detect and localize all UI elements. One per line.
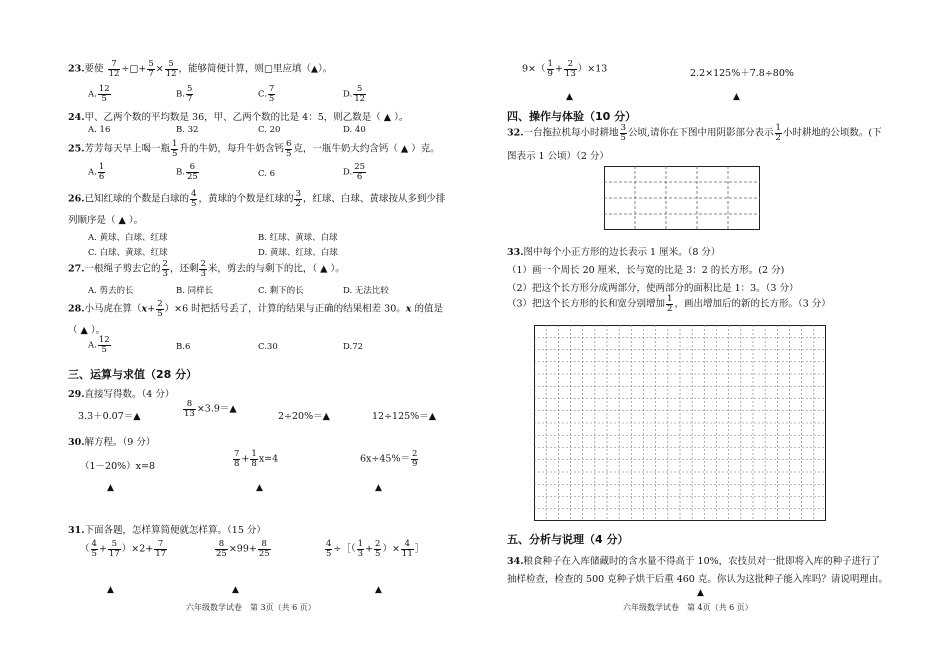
q31-expression-c: $\frac{4}{5}$ ÷［（ $\frac{1}{3}$ + $\frac{2}{5}$ ）× $\frac{4}{11}$ ］ <box>326 539 425 559</box>
q32-line2: 图表示 1 公顷）（2 分） <box>507 151 609 162</box>
fraction: $\frac{5}{12}$ <box>165 59 177 79</box>
fraction: $\frac{7}{12}$ <box>108 59 120 79</box>
q29-line: 29.直接写得数。（4 分） <box>68 389 175 400</box>
q24-line: 24.甲、乙两个数的平均数是 36，甲、乙两个数的比是 4：5，则乙数是（ ▲ ）。 <box>68 112 409 123</box>
q30-equation-c: 6x÷45%＝ $\frac{2}{9}$ <box>360 449 418 469</box>
q23-option-d: D. $\frac{5}{12}$ <box>343 84 366 104</box>
q24-option-b: B. 32 <box>176 125 199 135</box>
q31-expression-b: $\frac{8}{25}$ ×99+ $\frac{8}{25}$ <box>216 539 270 559</box>
q25-option-c: C. 6 <box>258 169 276 179</box>
q32-line: 32.一台拖拉机每小时耕地 $\frac{3}{5}$ 公顷,请你在下图中用阴影部分表示 $\frac{1}{2}$ 小时耕地的公顷数。(下 <box>507 123 882 143</box>
page-footer-left: 六年级数学试卷 第 3页（共 6 页） <box>186 603 316 612</box>
q26-option-a: A. 黄球、白球、红球 <box>88 233 168 243</box>
q33-step-3: （3）把这个长方形的长和宽分别增加 $\frac{1}{2}$ ，画出增加后的新的长方形。（3 分） <box>507 294 831 314</box>
q29-item-b: $\frac{8}{13}$ ×3.9＝▲ <box>184 399 237 419</box>
r-expression-b: 2.2×125%＋7.8÷80% <box>690 68 794 79</box>
q28-option-c: C.30 <box>258 342 278 352</box>
q28-line2: （ ▲ ）。 <box>68 325 106 336</box>
q25-line: 25.芳芳每天早上喝一瓶 $\frac{1}{5}$ 升的牛奶，每升牛奶含钙 $\frac{6}{5}$ 克，一瓶牛奶大约含钙（ ▲ ）克。 <box>68 139 440 159</box>
q34-line2: 抽样检查，检查的 500 克种子烘干后重 460 克。你认为这批种子能入库吗？请说明理由。 <box>507 574 888 585</box>
q23-option-b: B. $\frac{5}{7}$ <box>176 84 193 104</box>
q25-option-d: D. $\frac{25}{6}$ <box>343 162 366 182</box>
q33-step-1: （1）画一个周长 20 厘米，长与宽的比是 3：2 的长方形。(2 分) <box>507 265 785 276</box>
q27-option-b: B. 同样长 <box>176 286 214 296</box>
q29-item-c: 2÷20%＝▲ <box>278 411 330 422</box>
q34-line1: 34.粮食种子在入库储藏时的含水量不得高于 10%，农技员对一批即将入库的种子进行了 <box>507 556 881 567</box>
q28-option-d: D.72 <box>343 342 364 352</box>
q29-item-a: 3.3＋0.07＝▲ <box>78 411 141 422</box>
q23-number: 23. <box>68 63 85 75</box>
answer-mark: ▲ <box>566 92 573 102</box>
q27-option-d: D. 无法比较 <box>343 286 389 296</box>
q26-line2: 列顺序是（ ▲ ）。 <box>68 215 144 226</box>
answer-mark: ▲ <box>697 588 704 598</box>
answer-mark: ▲ <box>375 483 382 493</box>
q27-option-c: C. 剩下的长 <box>258 286 304 296</box>
q29-item-d: 12÷125%＝▲ <box>372 411 437 422</box>
q30-equation-a: （1－20%）x=8 <box>80 461 156 472</box>
q24-option-a: A. 16 <box>88 125 111 135</box>
section-3-title: 三、运算与求值（28 分） <box>68 368 198 381</box>
page-footer-right: 六年级数学试卷 第 4页（共 6 页） <box>623 603 753 612</box>
answer-mark: ▲ <box>107 483 114 493</box>
q25-option-a: A. $\frac{1}{6}$ <box>88 162 105 182</box>
q28-line: 28.小马虎在算（x+ $\frac{2}{5}$ ）×6 时把括号丢了，计算的结果与正确的结果相差 30。x 的值是 <box>68 299 443 319</box>
q23-option-c: C. $\frac{7}{5}$ <box>258 84 275 104</box>
q23-option-a: A. $\frac{12}{5}$ <box>88 84 110 104</box>
q26-option-d: D. 黄球、红球、白球 <box>258 248 338 258</box>
q30-line: 30.解方程。（9 分） <box>68 437 156 448</box>
section-4-title: 四、操作与体验（10 分） <box>507 110 637 123</box>
q24-option-d: D. 40 <box>343 125 366 135</box>
q33-step-2: （2）把这个长方形分成两部分，使两部分的面积比是 1：3。（3 分） <box>507 283 799 294</box>
answer-mark: ▲ <box>232 585 239 595</box>
answer-mark: ▲ <box>107 585 114 595</box>
hectare-grid <box>604 166 760 230</box>
q26-option-b: B. 红球、黄球、白球 <box>258 233 338 243</box>
answer-mark: ▲ <box>733 92 740 102</box>
q27-option-a: A. 剪去的长 <box>88 286 134 296</box>
answer-mark: ▲ <box>311 64 318 75</box>
q33-line: 33.图中每个小正方形的边长表示 1 厘米。（8 分） <box>507 247 721 258</box>
q25-option-b: B. $\frac{6}{25}$ <box>176 162 198 182</box>
q28-option-a: A. $\frac{12}{5}$ <box>88 335 110 355</box>
q26-option-c: C. 白球、黄球、红球 <box>88 248 168 258</box>
q31-line: 31.下面各题，怎样算简便就怎样算。（15 分） <box>68 525 266 536</box>
fraction: $\frac{5}{7}$ <box>148 59 154 79</box>
r-expression-a: 9×（ $\frac{1}{9}$ + $\frac{2}{13}$ ）×13 <box>522 59 608 79</box>
q26-line: 26.已知红球的个数是白球的 $\frac{4}{5}$ ，黄球的个数是红球的 $\frac{3}{2}$ ，红球、白球、黄球按从多到少排 <box>68 189 446 209</box>
q30-equation-b: $\frac{7}{8}$ + $\frac{1}{8}$ x=4 <box>234 449 279 469</box>
q23-line: 23.要使 $\frac{7}{12}$ ÷□+ $\frac{5}{7}$ × $\frac{5}{12}$ ，能够简便计算，则□里应填（▲）。 <box>68 59 333 79</box>
q31-expression-a: （ $\frac{4}{5}$ + $\frac{5}{17}$ ）×2+ $\frac{7}{17}$ <box>80 539 167 559</box>
q27-line: 27.一根绳子剪去它的 $\frac{2}{3}$ ，还剩 $\frac{2}{3}$ 米，剪去的与剩下的比，（ ▲ ）。 <box>68 259 345 279</box>
centimeter-grid <box>534 325 826 521</box>
q28-option-b: B.6 <box>176 342 191 352</box>
answer-mark: ▲ <box>375 585 382 595</box>
answer-mark: ▲ <box>256 483 263 493</box>
q24-option-c: C. 20 <box>258 125 281 135</box>
section-5-title: 五、分析与说理（4 分） <box>507 533 629 546</box>
